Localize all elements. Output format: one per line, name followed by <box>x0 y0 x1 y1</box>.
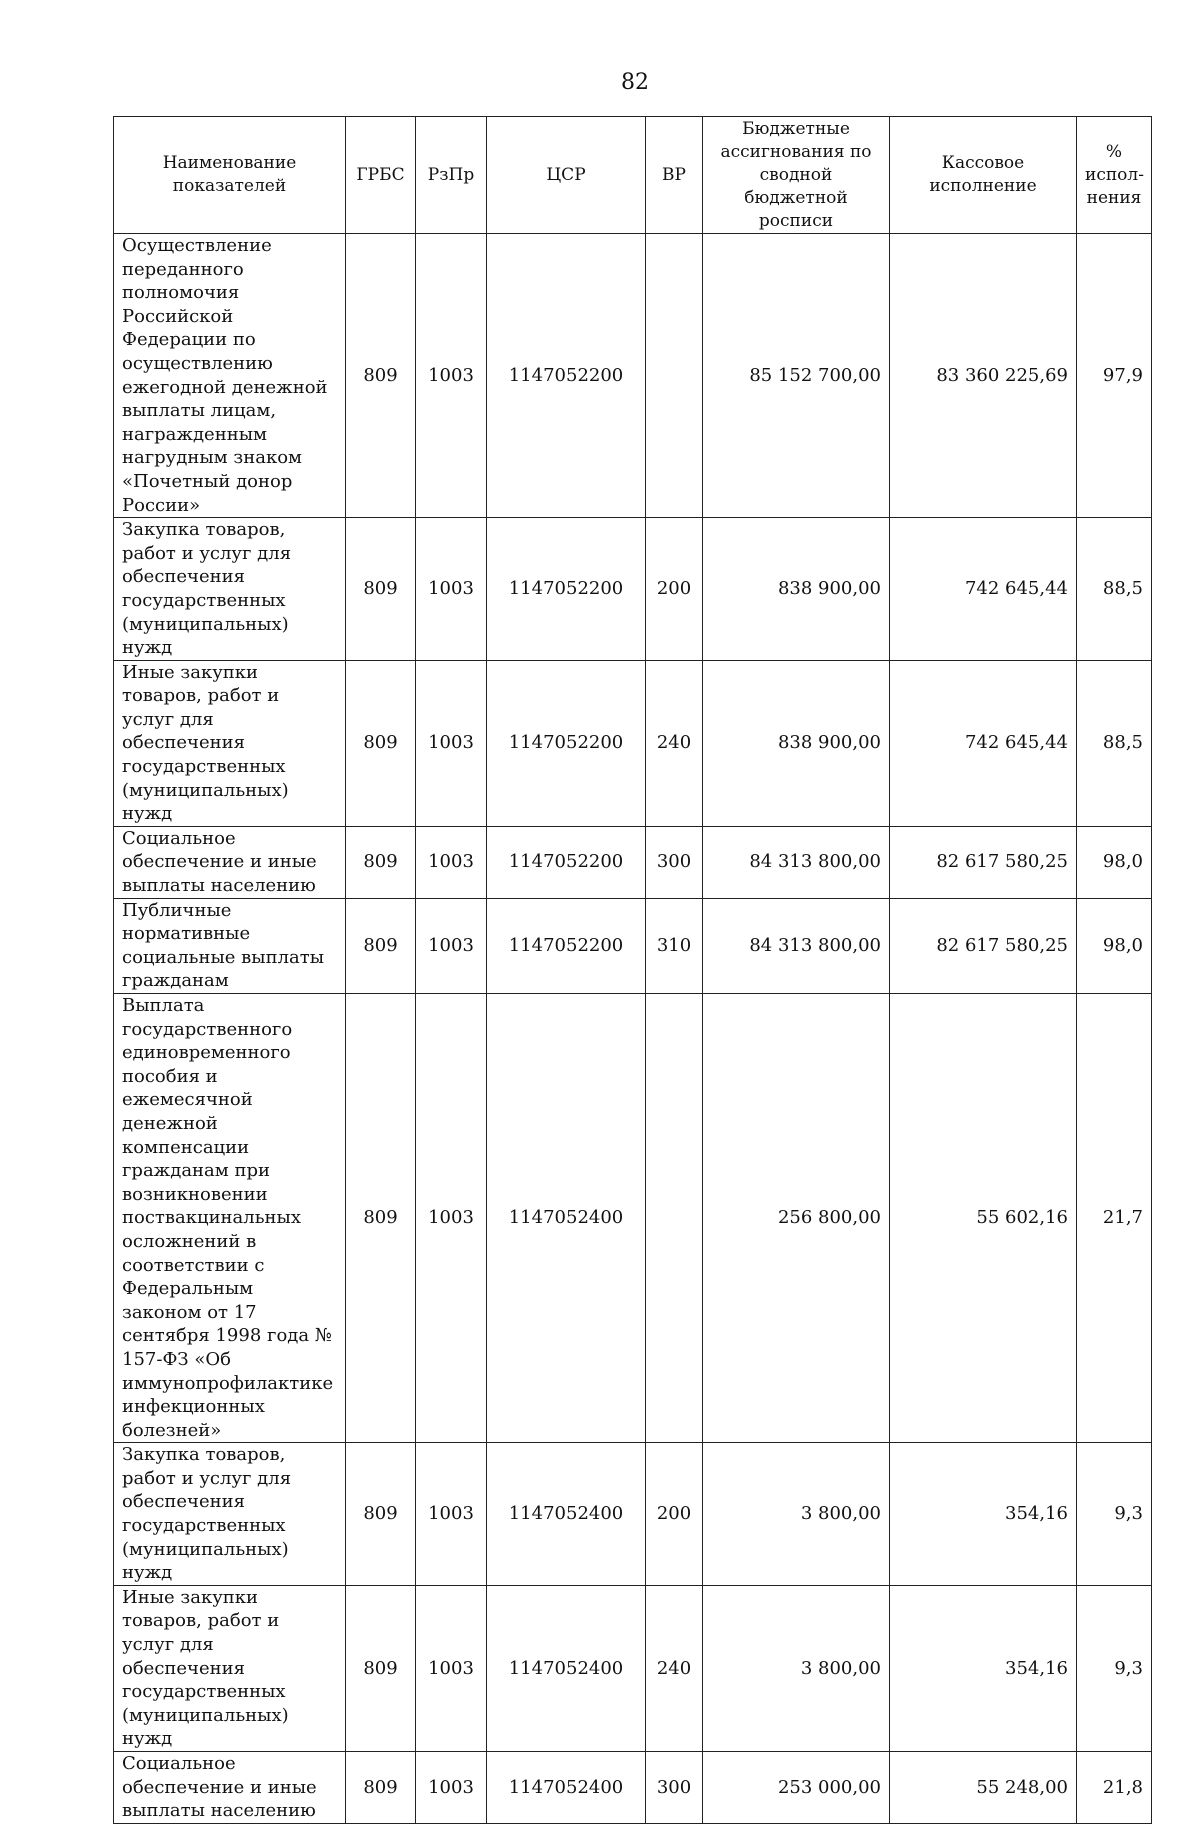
row-assignment: 84 313 800,00 <box>703 898 890 993</box>
row-csr: 1147052200 <box>487 518 646 661</box>
row-percent: 97,9 <box>1077 234 1152 518</box>
table-row <box>114 1752 1152 1824</box>
row-rzpr: 1003 <box>416 660 487 826</box>
row-csr: 1147052200 <box>487 898 646 993</box>
row-assignment: 85 152 700,00 <box>703 234 890 518</box>
row-vr: 240 <box>646 660 703 826</box>
row-name: Социальное обеспечение и иные выплаты населению <box>114 1752 346 1824</box>
row-grbs: 809 <box>346 826 416 898</box>
row-cash-execution: 82 617 580,25 <box>890 898 1077 993</box>
row-rzpr: 1003 <box>416 898 487 993</box>
budget-table <box>113 116 1152 1824</box>
row-rzpr: 1003 <box>416 234 487 518</box>
row-vr <box>646 234 703 518</box>
header-assignments: Бюджетные ассигнования по сводной бюджетной росписи <box>703 117 890 234</box>
table-row <box>114 234 1152 518</box>
row-cash-execution: 83 360 225,69 <box>890 234 1077 518</box>
row-csr: 1147052400 <box>487 994 646 1443</box>
header-rzpr: РзПр <box>416 117 487 234</box>
page-number: 82 <box>621 70 649 95</box>
header-grbs: ГРБС <box>346 117 416 234</box>
row-csr: 1147052200 <box>487 660 646 826</box>
row-cash-execution: 55 248,00 <box>890 1752 1077 1824</box>
row-csr: 1147052400 <box>487 1752 646 1824</box>
row-vr <box>646 994 703 1443</box>
row-vr: 200 <box>646 518 703 661</box>
row-percent: 98,0 <box>1077 826 1152 898</box>
row-rzpr: 1003 <box>416 826 487 898</box>
table-row <box>114 518 1152 661</box>
row-grbs: 809 <box>346 994 416 1443</box>
row-percent: 9,3 <box>1077 1585 1152 1751</box>
row-name: Выплата государственного единовременного пособия и ежемесячной денежной компенсации гражданам при возникновении поствакцинальных осложнений в соответствии с Федеральным законом от 17 сентября 1998 года № 157-ФЗ «Об иммунопрофилактике инфекционных болезней» <box>114 994 346 1443</box>
row-vr: 240 <box>646 1585 703 1751</box>
row-name: Закупка товаров, работ и услуг для обеспечения государственных (муниципальных) нужд <box>114 518 346 661</box>
row-vr: 300 <box>646 1752 703 1824</box>
table-row <box>114 660 1152 826</box>
table-row <box>114 1585 1152 1751</box>
row-grbs: 809 <box>346 1443 416 1586</box>
row-cash-execution: 354,16 <box>890 1585 1077 1751</box>
row-name: Иные закупки товаров, работ и услуг для обеспечения государственных (муниципальных) нужд <box>114 1585 346 1751</box>
table-row <box>114 994 1152 1443</box>
row-name: Социальное обеспечение и иные выплаты населению <box>114 826 346 898</box>
row-grbs: 809 <box>346 898 416 993</box>
row-percent: 88,5 <box>1077 518 1152 661</box>
row-vr: 300 <box>646 826 703 898</box>
row-cash-execution: 354,16 <box>890 1443 1077 1586</box>
row-name: Иные закупки товаров, работ и услуг для обеспечения государственных (муниципальных) нужд <box>114 660 346 826</box>
row-vr: 200 <box>646 1443 703 1586</box>
table-body <box>114 234 1152 1824</box>
row-rzpr: 1003 <box>416 994 487 1443</box>
table-row <box>114 826 1152 898</box>
row-csr: 1147052200 <box>487 826 646 898</box>
row-assignment: 3 800,00 <box>703 1585 890 1751</box>
row-grbs: 809 <box>346 518 416 661</box>
header-csr: ЦСР <box>487 117 646 234</box>
row-grbs: 809 <box>346 1585 416 1751</box>
row-cash-execution: 742 645,44 <box>890 518 1077 661</box>
header-cash-execution: Кассовое исполнение <box>890 117 1077 234</box>
row-assignment: 838 900,00 <box>703 660 890 826</box>
row-assignment: 84 313 800,00 <box>703 826 890 898</box>
table-row <box>114 898 1152 993</box>
header-vr: ВР <box>646 117 703 234</box>
row-cash-execution: 742 645,44 <box>890 660 1077 826</box>
header-percent: % испол-нения <box>1077 117 1152 234</box>
row-rzpr: 1003 <box>416 1752 487 1824</box>
row-vr: 310 <box>646 898 703 993</box>
row-grbs: 809 <box>346 234 416 518</box>
row-percent: 21,8 <box>1077 1752 1152 1824</box>
row-rzpr: 1003 <box>416 518 487 661</box>
row-assignment: 3 800,00 <box>703 1443 890 1586</box>
row-rzpr: 1003 <box>416 1443 487 1586</box>
row-percent: 98,0 <box>1077 898 1152 993</box>
table-row <box>114 1443 1152 1586</box>
row-percent: 9,3 <box>1077 1443 1152 1586</box>
row-cash-execution: 82 617 580,25 <box>890 826 1077 898</box>
row-percent: 21,7 <box>1077 994 1152 1443</box>
row-csr: 1147052400 <box>487 1443 646 1586</box>
row-csr: 1147052200 <box>487 234 646 518</box>
row-name: Закупка товаров, работ и услуг для обеспечения государственных (муниципальных) нужд <box>114 1443 346 1586</box>
table-header <box>114 117 1152 234</box>
row-name: Осуществление переданного полномочия Российской Федерации по осуществлению ежегодной денежной выплаты лицам, награжденным нагрудным знаком «Почетный донор России» <box>114 234 346 518</box>
row-grbs: 809 <box>346 660 416 826</box>
row-rzpr: 1003 <box>416 1585 487 1751</box>
header-name: Наименование показателей <box>114 117 346 234</box>
row-cash-execution: 55 602,16 <box>890 994 1077 1443</box>
row-percent: 88,5 <box>1077 660 1152 826</box>
row-assignment: 256 800,00 <box>703 994 890 1443</box>
row-assignment: 838 900,00 <box>703 518 890 661</box>
row-name: Публичные нормативные социальные выплаты гражданам <box>114 898 346 993</box>
row-assignment: 253 000,00 <box>703 1752 890 1824</box>
row-csr: 1147052400 <box>487 1585 646 1751</box>
row-grbs: 809 <box>346 1752 416 1824</box>
